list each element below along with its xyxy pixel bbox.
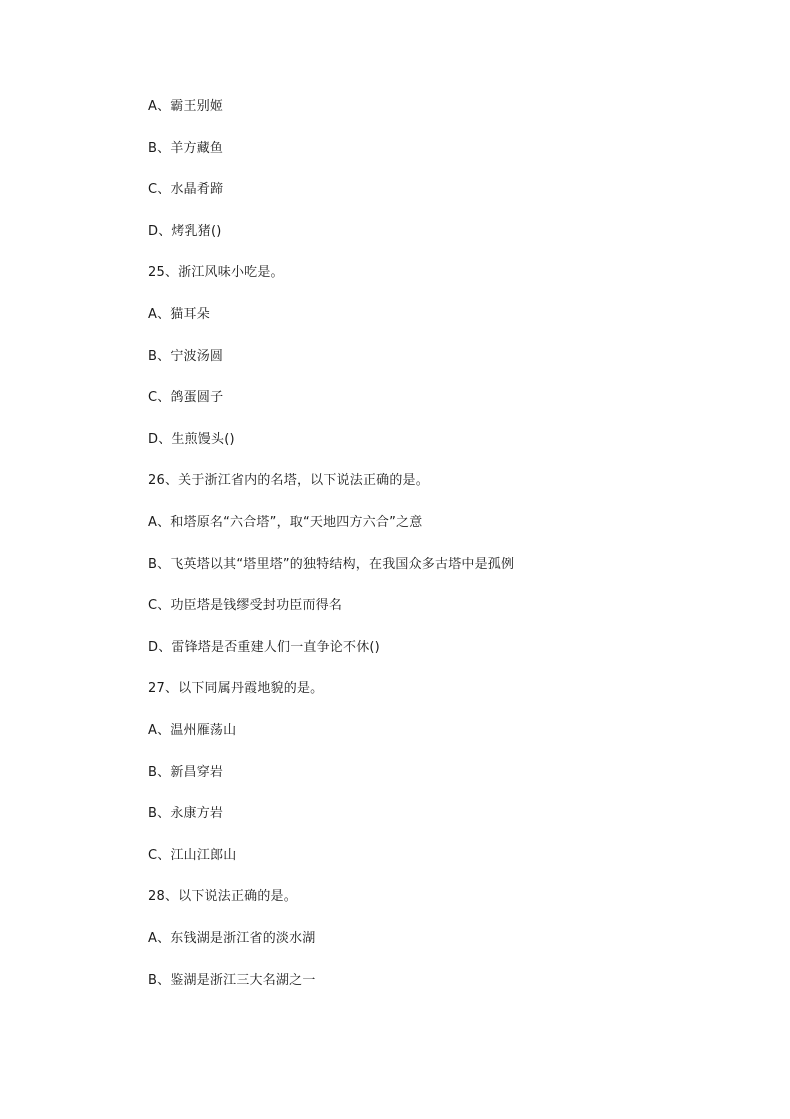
option-a-text: A、东钱湖是浙江省的淡水湖 [148,931,316,946]
question-27-text: 27、以下同属丹霞地貌的是。 [148,681,324,696]
option-c-text: C、功臣塔是钱缪受封功臣而得名 [148,598,343,613]
option-b-text: B、飞英塔以其“塔里塔”的独特结构，在我国众多古塔中是孤例 [148,557,515,572]
option-a-text: A、猫耳朵 [148,307,210,322]
option-d-text: D、雷锋塔是否重建人们一直争论不休() [148,640,380,655]
option-b-text: B、新昌穿岩 [148,765,224,780]
option-c-text: C、水晶肴蹄 [148,182,224,197]
option-a-text: A、温州雁荡山 [148,723,237,738]
option-b-text: B、宁波汤圆 [148,349,224,364]
option-b-text: B、永康方岩 [148,806,224,821]
question-25-text: 25、浙江风味小吃是。 [148,265,284,280]
option-b-text: B、羊方藏鱼 [148,141,224,156]
option-b-text: B、鉴湖是浙江三大名湖之一 [148,973,316,988]
option-c-text: C、鸽蛋圆子 [148,390,224,405]
question-28-text: 28、以下说法正确的是。 [148,889,297,904]
question-26-text: 26、关于浙江省内的名塔，以下说法正确的是。 [148,473,429,488]
option-a-text: A、霸王别姬 [148,99,224,114]
option-d-text: D、烤乳猪() [148,224,222,239]
option-c-text: C、江山江郎山 [148,848,237,863]
option-a-text: A、和塔原名“六合塔”，取“天地四方六合”之意 [148,515,423,530]
option-d-text: D、生煎馒头() [148,432,235,447]
